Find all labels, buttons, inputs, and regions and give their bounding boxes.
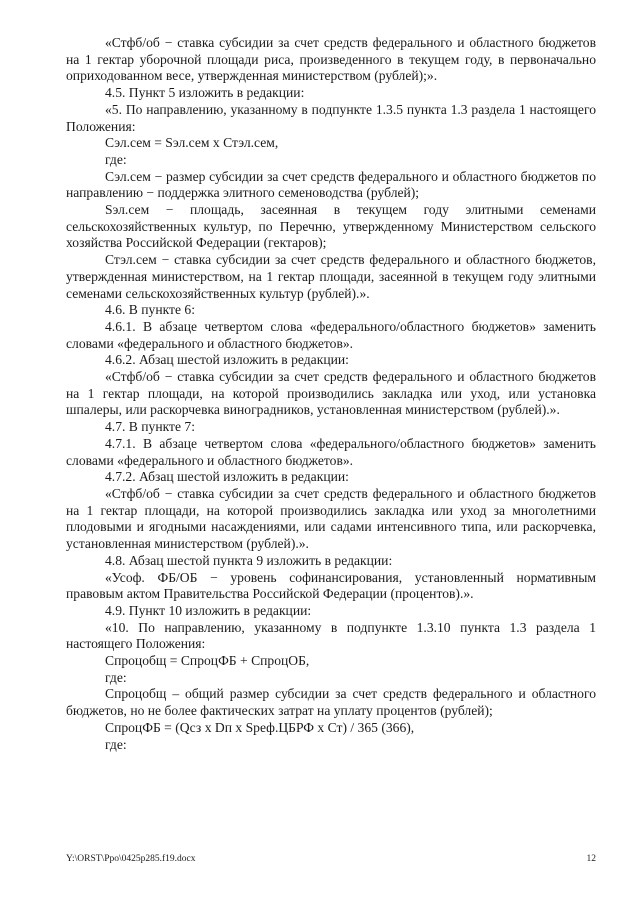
paragraph: Сэл.сем − размер субсидии за счет средств федерального и областного бюджетов по направлению − поддержка элитного семеноводства (рублей); — [66, 168, 596, 201]
formula: Сэл.сем = Sэл.сем х Стэл.сем, — [105, 135, 279, 151]
paragraph: где: — [105, 151, 127, 167]
paragraph: 4.8. Абзац шестой пункта 9 изложить в редакции: — [105, 552, 393, 568]
paragraph: 4.6.2. Абзац шестой изложить в редакции: — [105, 352, 349, 368]
paragraph: 4.7.2. Абзац шестой изложить в редакции: — [105, 469, 349, 485]
paragraph: 4.9. Пункт 10 изложить в редакции: — [105, 602, 312, 618]
paragraph: «Стфб/об − ставка субсидии за счет средств федерального и областного бюджетов на 1 гектар площади, на которой производились закладка или уход за многолетними плодовыми и ягодными насаждениями, или садами интенсивного типа, или раскорчевка, установленная министерством (рублей).». — [66, 485, 596, 552]
paragraph: 4.7.1. В абзаце четвертом слова «федерального/областного бюджетов» заменить словами «федерального и областного бюджетов». — [66, 435, 596, 468]
file-path: Y:\ORST\Ppo\0425p285.f19.docx — [66, 854, 196, 864]
paragraph: где: — [105, 736, 127, 752]
paragraph: «10. По направлению, указанному в подпункте 1.3.10 пункта 1.3 раздела 1 настоящего Положения: — [66, 619, 596, 652]
paragraph: 4.6.1. В абзаце четвертом слова «федерального/областного бюджетов» заменить словами «федерального и областного бюджетов». — [66, 318, 596, 351]
document-body — [66, 35, 596, 753]
paragraph: «Усоф. ФБ/ОБ − уровень софинансирования, установленный нормативным правовым актом Правительства Российской Федерации (процентов).». — [66, 569, 596, 602]
paragraph: 4.7. В пункте 7: — [105, 419, 195, 435]
formula: Спроцобщ = СпроцФБ + СпроцОБ, — [105, 653, 310, 669]
formula: СпроцФБ = (Qсз х Dп х Sреф.ЦБРФ х Ст) / 365 (366), — [105, 719, 415, 735]
paragraph: «Стфб/об − ставка субсидии за счет средств федерального и областного бюджетов на 1 гектар уборочной площади риса, произведенного в текущем году, в первоначально оприходованном весе, утвержденная министерством (рублей);». — [66, 35, 596, 84]
paragraph: 4.6. В пункте 6: — [105, 302, 195, 318]
page-number: 12 — [586, 854, 596, 864]
paragraph: где: — [105, 669, 127, 685]
paragraph: Sэл.сем − площадь, засеянная в текущем году элитными семенами сельскохозяйственных культур, по Перечню, утвержденному Министерством сельского хозяйства Российской Федерации (гектаров); — [66, 202, 596, 251]
paragraph: «5. По направлению, указанному в подпункте 1.3.5 пункта 1.3 раздела 1 настоящего Положения: — [66, 101, 596, 134]
paragraph: Стэл.сем − ставка субсидии за счет средств федерального и областного бюджетов, утвержденная министерством, на 1 гектар площади, засеянной в текущем году элитными семенами сельскохозяйственных культур (рублей).». — [66, 252, 596, 301]
paragraph: 4.5. Пункт 5 изложить в редакции: — [105, 85, 305, 101]
paragraph: «Стфб/об − ставка субсидии за счет средств федерального и областного бюджетов на 1 гектар площади, на которой производились закладка или уход, или установка шпалеры, или раскорчевка виноградников, установленная министерством (рублей).». — [66, 369, 596, 418]
paragraph: Спроцобщ – общий размер субсидии за счет средств федерального и областного бюджетов, но не более фактических затрат на уплату процентов (рублей); — [66, 686, 596, 719]
